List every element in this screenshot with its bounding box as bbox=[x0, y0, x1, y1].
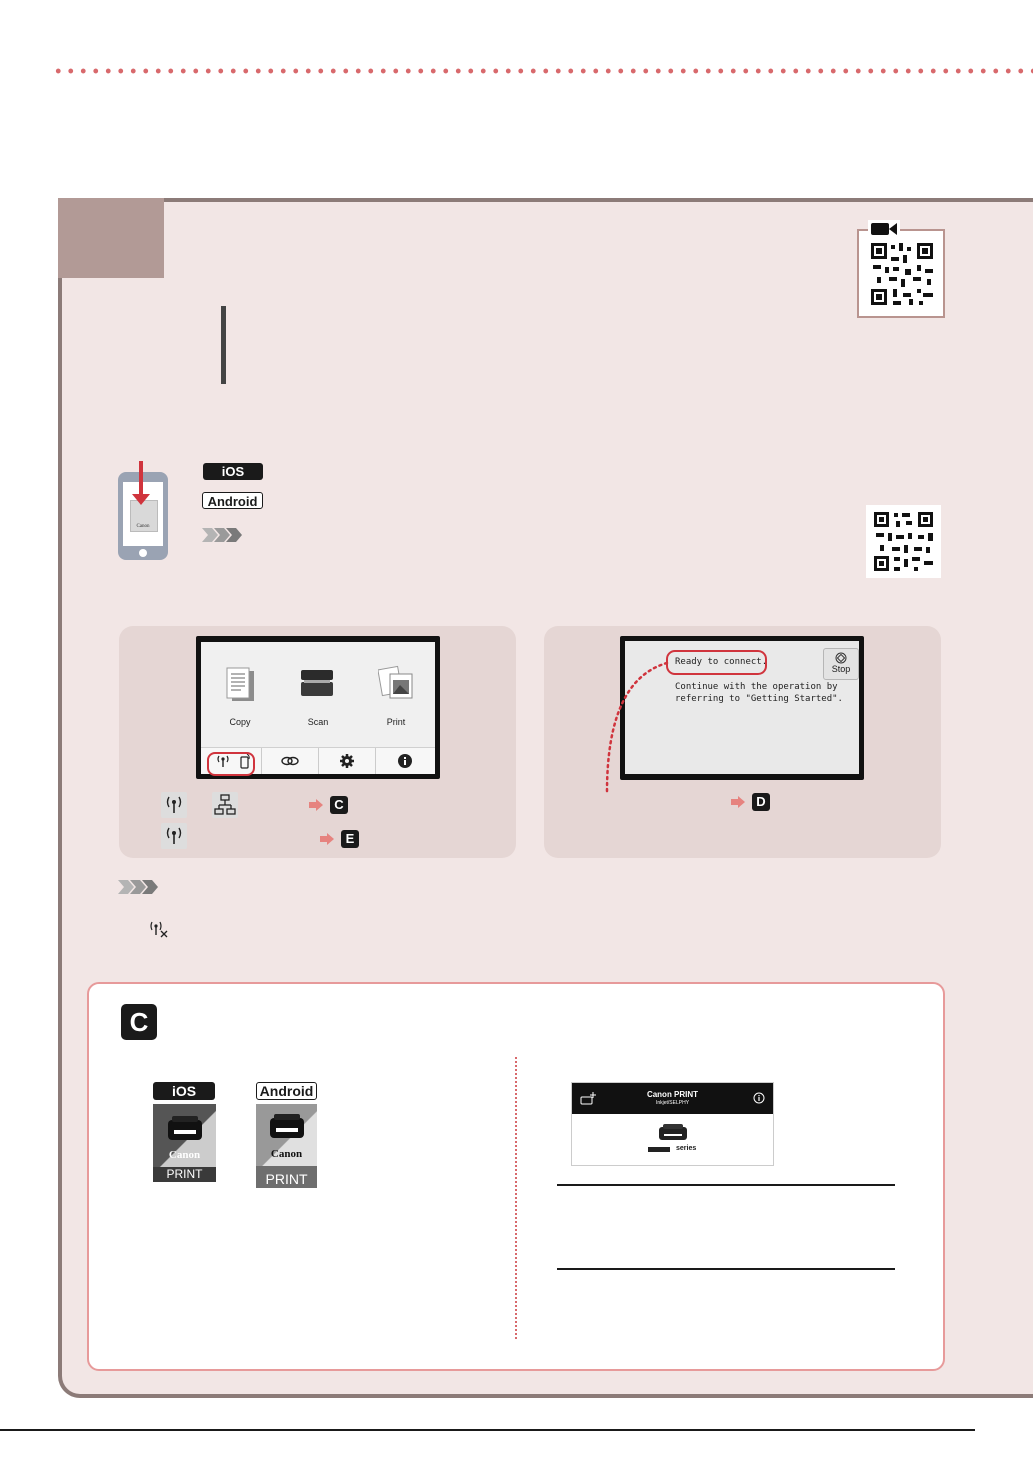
print-tile[interactable] bbox=[357, 642, 435, 747]
ready-message-highlight bbox=[666, 650, 767, 675]
rule-lower bbox=[557, 1268, 895, 1270]
ready-message: Ready to connect. bbox=[675, 657, 768, 667]
stop-icon bbox=[835, 652, 847, 664]
stop-button[interactable] bbox=[823, 648, 859, 680]
printer-icon bbox=[268, 1114, 306, 1142]
app-download-qr-code[interactable] bbox=[866, 505, 941, 578]
stop-label: Stop bbox=[831, 664, 851, 674]
ios-app-brand: Canon bbox=[168, 1149, 201, 1161]
instruction-line-1: Continue with the operation by bbox=[675, 682, 838, 692]
note-chevrons-icon bbox=[202, 528, 242, 542]
print-label: Print bbox=[386, 717, 406, 727]
printer-name-redacted bbox=[648, 1147, 670, 1152]
instruction-line-2: referring to "Getting Started". bbox=[675, 694, 843, 704]
link-icon[interactable] bbox=[281, 754, 299, 768]
callout-curve bbox=[595, 660, 675, 795]
go-to-arrow-icon bbox=[320, 833, 334, 845]
goto-c-badge[interactable]: C bbox=[330, 796, 348, 814]
dotted-divider bbox=[52, 68, 1033, 74]
printer-icon bbox=[658, 1124, 688, 1142]
video-qr-code[interactable] bbox=[857, 229, 945, 318]
print-icon bbox=[378, 664, 414, 702]
printer-icon bbox=[166, 1116, 204, 1144]
ios-canon-print-app-icon[interactable] bbox=[153, 1104, 216, 1182]
smartphone-illustration bbox=[118, 472, 168, 560]
goto-e-badge[interactable]: E bbox=[341, 830, 359, 848]
ios-badge: iOS bbox=[153, 1082, 215, 1100]
app-title: Canon PRINT bbox=[646, 1090, 699, 1099]
network-icons-highlight bbox=[207, 752, 255, 776]
scan-tile[interactable] bbox=[279, 642, 358, 747]
step-number-tab bbox=[58, 198, 164, 278]
printer-series-label[interactable]: series bbox=[676, 1145, 697, 1152]
section-c-letter: C bbox=[121, 1004, 157, 1040]
scan-label: Scan bbox=[307, 717, 329, 727]
scan-icon bbox=[299, 668, 335, 700]
phone-app-label: Canon bbox=[136, 524, 150, 529]
go-to-arrow-icon bbox=[309, 799, 323, 811]
wired-lan-icon bbox=[212, 792, 238, 818]
goto-d-badge[interactable]: D bbox=[752, 793, 770, 811]
note-chevrons-icon bbox=[118, 880, 158, 894]
wireless-icon bbox=[161, 792, 187, 818]
info-icon[interactable] bbox=[397, 753, 413, 769]
android-badge: Android bbox=[256, 1082, 317, 1100]
video-camera-icon bbox=[868, 220, 900, 238]
android-badge: Android bbox=[202, 492, 263, 509]
go-to-arrow-icon bbox=[731, 796, 745, 808]
android-app-brand: Canon bbox=[270, 1148, 303, 1160]
gear-icon[interactable] bbox=[339, 753, 355, 769]
footer-rule bbox=[0, 1429, 975, 1431]
copy-label: Copy bbox=[229, 717, 251, 727]
qr-code-icon bbox=[859, 231, 943, 316]
canon-print-app-screenshot bbox=[571, 1082, 774, 1166]
copy-tile[interactable] bbox=[201, 642, 280, 747]
download-arrowhead-icon bbox=[132, 494, 150, 505]
android-canon-print-app-icon[interactable] bbox=[256, 1104, 317, 1188]
rule-upper bbox=[557, 1184, 895, 1186]
info-icon[interactable] bbox=[753, 1092, 765, 1104]
wireless-icon bbox=[161, 823, 187, 849]
vertical-rule bbox=[221, 306, 226, 384]
ios-badge: iOS bbox=[203, 463, 263, 480]
column-divider bbox=[515, 1057, 517, 1339]
copy-icon bbox=[223, 666, 257, 704]
app-header bbox=[572, 1083, 773, 1114]
android-app-label: PRINT bbox=[265, 1171, 308, 1187]
qr-code-icon bbox=[866, 505, 941, 578]
ios-app-label: PRINT bbox=[166, 1167, 203, 1181]
app-subtitle: Inkjet/SELPHY bbox=[655, 1100, 690, 1106]
wireless-off-icon bbox=[147, 920, 169, 938]
